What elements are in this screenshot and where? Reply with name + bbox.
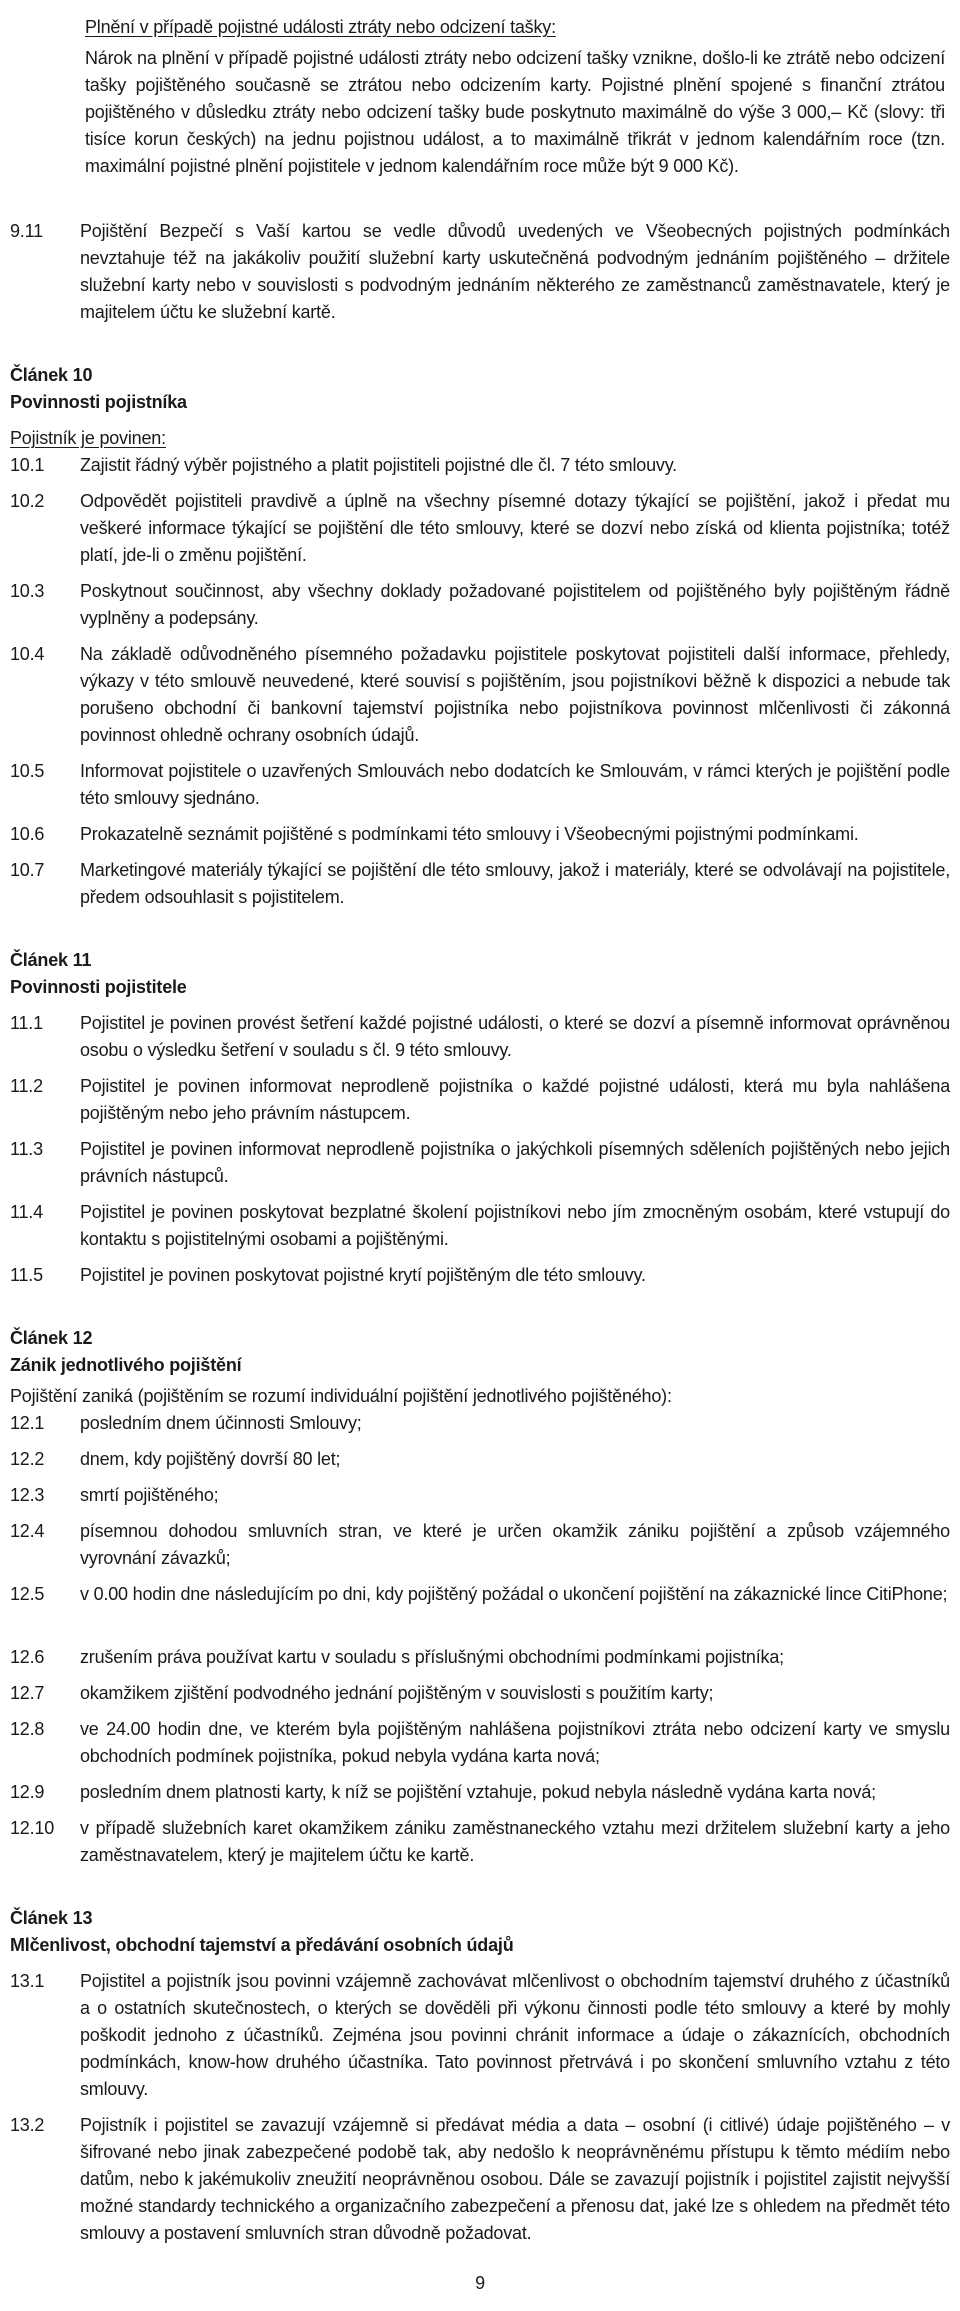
clause-text: v 0.00 hodin dne následujícím po dni, kdy pojištěný požádal o ukončení pojištění na zákaznické lince CitiPhone;: [80, 1584, 948, 1604]
clause: [10, 1199, 950, 1253]
clause-text: Pojistitel je povinen poskytovat pojistné krytí pojištěným dle této smlouvy.: [80, 1265, 646, 1285]
clause: [10, 1644, 950, 1671]
clause: [10, 488, 950, 569]
clause-number: 10.3: [10, 581, 45, 601]
clause-text: posledním dnem platnosti karty, k níž se pojištění vztahuje, pokud nebyla následně vydána karta nová;: [80, 1782, 876, 1802]
clause-number: 12.8: [10, 1719, 45, 1739]
clause-number: 10.7: [10, 860, 45, 880]
article-title: Zánik jednotlivého pojištění: [10, 1355, 242, 1375]
page-number: 9: [475, 2273, 485, 2293]
clause: [10, 1262, 950, 1289]
clause-number: 12.5: [10, 1584, 45, 1604]
clause: [10, 857, 950, 911]
clause-number: 12.1: [10, 1413, 45, 1433]
clause-number: 9.11: [10, 221, 43, 241]
clause: [10, 758, 950, 812]
clause-9-11: [10, 218, 950, 326]
clause: [10, 1136, 950, 1190]
clause-number: 10.2: [10, 491, 45, 511]
clause: [10, 1680, 950, 1707]
article-lead: Pojistník je povinen:: [10, 428, 166, 448]
clause: [10, 1581, 950, 1608]
article-title: Povinnosti pojistitele: [10, 977, 187, 997]
clause-number: 12.4: [10, 1521, 45, 1541]
clause-text: Odpovědět pojistiteli pravdivě a úplně na všechny písemné dotazy týkající se pojištění, jakož i předat mu veškeré informace týkající se pojištění dle této smlouvy, které se dozví nebo získá od klienta pojistníka; totéž platí, jde-li o změnu pojištění.: [80, 491, 950, 565]
clause: [10, 578, 950, 632]
clause-number: 12.9: [10, 1782, 45, 1802]
section-subheading: Plnění v případě pojistné události ztráty nebo odcizení tašky:: [85, 17, 556, 37]
clause: [10, 1779, 950, 1806]
clause: [10, 1518, 950, 1572]
clause-number: 12.7: [10, 1683, 45, 1703]
clause-text: smrtí pojištěného;: [80, 1485, 219, 1505]
clause-number: 10.1: [10, 455, 45, 475]
clause: [10, 1410, 950, 1437]
clause-text: Pojistník i pojistitel se zavazují vzájemně si předávat média a data – osobní (i citlivé) údaje pojištěného – v šifrované nebo jinak zabezpečené podobě tak, aby nedošlo k neoprávněnému přístupu k těmto médiím nebo datům, nebo k jakémukoliv zneužití neoprávněnou osobou. Dále se zavazují pojistník i pojistitel zajistit nejvyšší možné standardy technického a organizačního zabezpečení a přenosu dat, jaké lze s ohledem na předmět této smlouvy a postavení smluvních stran důvodně požadovat.: [80, 2115, 950, 2243]
article-label: Článek 11: [10, 950, 92, 970]
clause: [10, 452, 950, 479]
article-title: Mlčenlivost, obchodní tajemství a předávání osobních údajů: [10, 1935, 514, 1955]
clause-text: Pojištění Bezpečí s Vaší kartou se vedle důvodů uvedených ve Všeobecných pojistných podmínkách nevztahuje též na jakákoliv použití služební karty uskutečněná podvodným jednáním pojištěného – držitele služební karty nebo v souvislosti s podvodným jednáním některého ze zaměstnanců zaměstnavatele, který je majitelem účtu ke služební kartě.: [80, 221, 950, 322]
article-label: Článek 13: [10, 1908, 93, 1928]
clause-text: v případě služebních karet okamžikem zániku zaměstnaneckého vztahu mezi držitelem služební karty a jeho zaměstnavatelem, který je majitelem účtu ke kartě.: [80, 1818, 950, 1865]
clause-text: Marketingové materiály týkající se pojištění dle této smlouvy, jakož i materiály, které se odvolávají na pojistitele, předem odsouhlasit s pojistitelem.: [80, 860, 950, 907]
clause-number: 11.1: [10, 1013, 43, 1033]
clause-number: 11.3: [10, 1139, 43, 1159]
clause-number: 12.6: [10, 1647, 45, 1667]
article-title: Povinnosti pojistníka: [10, 392, 187, 412]
clause: [10, 2112, 950, 2247]
clause: [10, 1482, 950, 1509]
clause: [10, 1815, 950, 1869]
clause-number: 10.5: [10, 761, 45, 781]
clause-number: 10.6: [10, 824, 45, 844]
clause-text: Pojistitel je povinen poskytovat bezplatné školení pojistníkovi nebo jím zmocněným osobám, které vstupují do kontaktu s pojistitelnými osobami a pojištěnými.: [80, 1202, 950, 1249]
clause: [10, 641, 950, 749]
article-lead: Pojištění zaniká (pojištěním se rozumí individuální pojištění jednotlivého pojištěného):: [10, 1386, 672, 1406]
article-label: Článek 10: [10, 365, 93, 385]
clause-number: 12.2: [10, 1449, 45, 1469]
clause-text: Pojistitel je povinen informovat neprodleně pojistníka o každé pojistné události, která mu byla nahlášena pojištěným nebo jeho právním nástupcem.: [80, 1076, 950, 1123]
clause: [10, 1446, 950, 1473]
clause-text: zrušením práva používat kartu v souladu s příslušnými obchodními podmínkami pojistníka;: [80, 1647, 784, 1667]
clause-text: Informovat pojistitele o uzavřených Smlouvách nebo dodatcích ke Smlouvám, v rámci kterých je pojištění podle této smlouvy sjednáno.: [80, 761, 950, 808]
clause-text: Na základě odůvodněného písemného požadavku pojistitele poskytovat pojistiteli další informace, přehledy, výkazy v této smlouvě neuvedené, které souvisí s pojištěním, jsou pojistníkovi běžně k dispozici a nebude tak porušeno obchodní či bankovní tajemství pojistníka nebo pojistníkova povinnost mlčenlivosti či zákonná povinnost ohledně ochrany osobních údajů.: [80, 644, 950, 745]
clause-text: posledním dnem účinnosti Smlouvy;: [80, 1413, 362, 1433]
clause-number: 10.4: [10, 644, 45, 664]
clause-text: Poskytnout součinnost, aby všechny doklady požadované pojistitelem od pojištěného byly pojištěným řádně vyplněny a podepsány.: [80, 581, 950, 628]
paragraph: Nárok na plnění v případě pojistné události ztráty nebo odcizení tašky vznikne, došlo-li ke ztrátě nebo odcizení tašky pojištěného současně se ztrátou nebo odcizením karty. Pojistné plnění spojené s finanční ztrátou pojištěného v důsledku ztráty nebo odcizení tašky bude poskytnuto maximálně do výše 3 000,– Kč (slovy: tři tisíce korun českých) na jednu pojistnou událost, a to maximálně třikrát v jednom kalendářním roce (tzn. maximální pojistné plnění pojistitele v jednom kalendářním roce může být 9 000 Kč).: [85, 48, 945, 176]
clause-text: Pojistitel je povinen informovat neprodleně pojistníka o jakýchkoli písemných sděleních pojištěných nebo jejich právních nástupců.: [80, 1139, 950, 1186]
clause: [10, 1968, 950, 2103]
clause-number: 11.4: [10, 1202, 43, 1222]
clause-text: Pojistitel a pojistník jsou povinni vzájemně zachovávat mlčenlivost o obchodním tajemství druhého z účastníků a o ostatních skutečnostech, o kterých se dověděli při výkonu činnosti podle této smlouvy a které by mohly poškodit jednoho z účastníků. Zejména jsou povinni chránit informace a údaje o zákaznících, obchodních podmínkách, know-how druhého účastníka. Tato povinnost přetrvává i po skončení smluvního vztahu z této smlouvy.: [80, 1971, 950, 2099]
clause-text: dnem, kdy pojištěný dovrší 80 let;: [80, 1449, 341, 1469]
clause: [10, 1073, 950, 1127]
clause-text: Zajistit řádný výběr pojistného a platit pojistiteli pojistné dle čl. 7 této smlouvy.: [80, 455, 677, 475]
clause-text: Prokazatelně seznámit pojištěné s podmínkami této smlouvy i Všeobecnými pojistnými podmínkami.: [80, 824, 859, 844]
clause-number: 11.2: [10, 1076, 43, 1096]
clause-number: 13.1: [10, 1971, 45, 1991]
clause: [10, 1010, 950, 1064]
clause-number: 13.2: [10, 2115, 45, 2135]
clause-text: okamžikem zjištění podvodného jednání pojištěným v souvislosti s použitím karty;: [80, 1683, 714, 1703]
clause-text: ve 24.00 hodin dne, ve kterém byla pojištěným nahlášena pojistníkovi ztráta nebo odcizení karty ve smyslu obchodních podmínek pojistníka, pokud nebyla vydána karta nová;: [80, 1719, 950, 1766]
clause-text: písemnou dohodou smluvních stran, ve které je určen okamžik zániku pojištění a způsob vzájemného vyrovnání závazků;: [80, 1521, 950, 1568]
clause: [10, 1716, 950, 1770]
clause-text: Pojistitel je povinen provést šetření každé pojistné události, o které se dozví a písemně informovat oprávněnou osobu o výsledku šetření v souladu s čl. 9 této smlouvy.: [80, 1013, 950, 1060]
clause-number: 12.3: [10, 1485, 45, 1505]
article-label: Článek 12: [10, 1328, 93, 1348]
clause: [10, 821, 950, 848]
clause-number: 12.10: [10, 1818, 55, 1838]
clause-number: 11.5: [10, 1265, 43, 1285]
